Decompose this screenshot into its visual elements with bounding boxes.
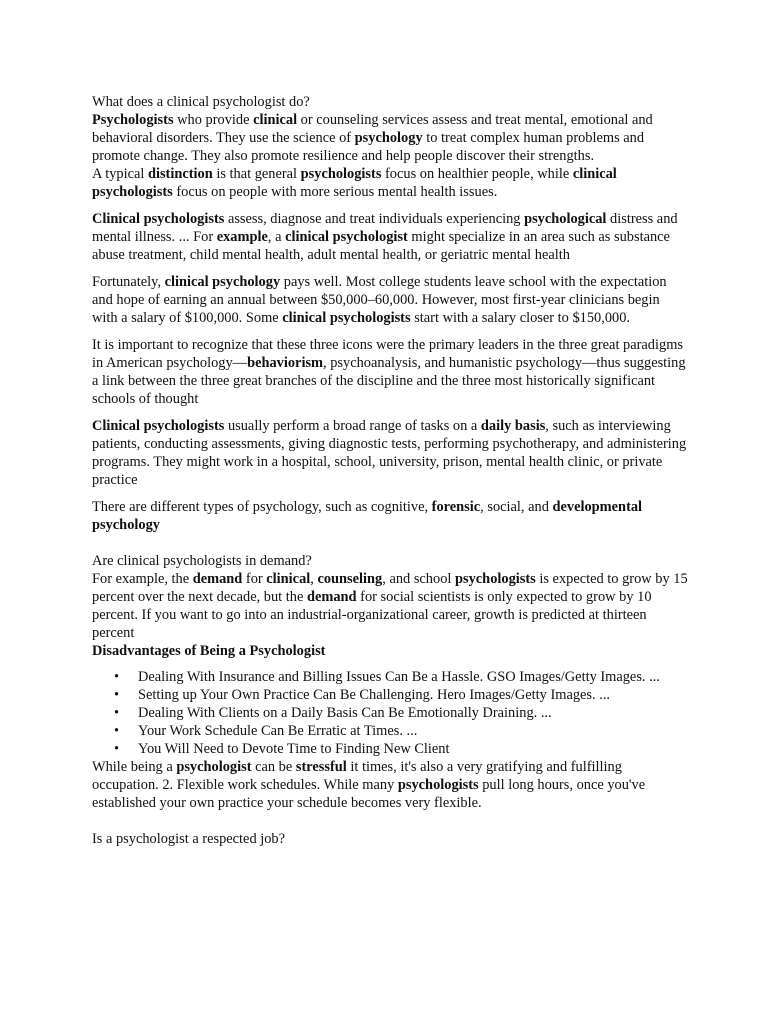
text-run: While being a xyxy=(92,759,177,775)
text-run: to treat complex human problems and promote change. They also promote resilience and help people discover their strengths. xyxy=(92,130,645,164)
text-run: pull long hours, once you've established your own practice your schedule becomes very flexible. xyxy=(92,777,646,811)
list-item: • Dealing With Clients on a Daily Basis Can Be Emotionally Draining. ... xyxy=(114,705,552,721)
bold-text: developmental psychology xyxy=(92,499,643,533)
bold-text: psychologists xyxy=(300,166,382,182)
bold-text: clinical xyxy=(253,112,298,128)
text-run: is expected to grow by 15 percent over the next decade, but the xyxy=(92,571,688,605)
bold-text: clinical psychologists xyxy=(92,166,617,200)
text-run: focus on people with more serious mental health issues. xyxy=(172,184,498,200)
bold-text: behaviorism xyxy=(247,355,324,371)
text-run: , and school xyxy=(382,571,455,587)
bold-text: example xyxy=(216,229,268,245)
text-run: focus on healthier people, while xyxy=(381,166,573,182)
bold-text: clinical psychologists xyxy=(282,310,411,326)
text-run: who provide xyxy=(173,112,254,128)
text-run: start with a salary closer to $150,000. xyxy=(410,310,631,326)
text-run: For example, the xyxy=(92,571,193,587)
bullet-icon: • xyxy=(114,723,120,739)
paragraph xyxy=(92,498,688,534)
text-run: There are different types of psychology, such as cognitive, xyxy=(92,499,432,515)
bullet-icon: • xyxy=(114,741,120,757)
bold-text: clinical xyxy=(266,571,311,587)
list-item: • Dealing With Insurance and Billing Issues Can Be a Hassle. GSO Images/Getty Images. ... xyxy=(114,669,660,685)
text-run: for xyxy=(242,571,267,587)
text-run: might specialize in an area such as substance abuse treatment, child mental health, adult mental health, or geriatric mental health xyxy=(92,229,670,263)
question-heading: What does a clinical psychologist do? xyxy=(92,94,310,110)
bold-text: distinction xyxy=(147,166,213,182)
bullet-icon: • xyxy=(114,687,120,703)
question-heading: Are clinical psychologists in demand? xyxy=(92,553,312,569)
text-run: usually perform a broad range of tasks on a xyxy=(224,418,481,434)
text-run: it times, it's also a very gratifying and fulfilling occupation. 2. Flexible work schedules. While many xyxy=(92,759,622,793)
text-run: distress and mental illness. ... For xyxy=(92,211,678,245)
text-run: assess, diagnose and treat individuals experiencing xyxy=(224,211,525,227)
bold-text: stressful xyxy=(295,759,347,775)
disadvantages-list xyxy=(92,668,688,758)
list-item: • Your Work Schedule Can Be Erratic at Times. ... xyxy=(114,723,418,739)
text-run: A typical xyxy=(92,166,148,182)
list-item: • Setting up Your Own Practice Can Be Challenging. Hero Images/Getty Images. ... xyxy=(114,687,611,703)
paragraph xyxy=(92,417,688,489)
paragraph xyxy=(92,570,688,642)
bold-text: Clinical psychologists xyxy=(92,211,225,227)
bold-text: Clinical psychologists xyxy=(92,418,225,434)
text-run: can be xyxy=(251,759,296,775)
bold-text: counseling xyxy=(317,571,383,587)
text-run: Fortunately, xyxy=(92,274,165,290)
bold-text: psychology xyxy=(354,130,423,146)
paragraph xyxy=(92,336,688,408)
text-run: is that general xyxy=(212,166,301,182)
text-run: , a xyxy=(267,229,286,245)
paragraph xyxy=(92,210,688,264)
text-run: It is important to recognize that these three icons were the primary leaders in the three great paradigms in American psychology— xyxy=(92,337,683,371)
text-run: , psychoanalysis, and humanistic psychology—thus suggesting a link between the three great branches of the discipline and the three most historically significant schools of thought xyxy=(92,355,686,407)
list-item: • You Will Need to Devote Time to Finding New Client xyxy=(114,741,450,757)
text-run: for social scientists is only expected to grow by 10 percent. If you want to go into an industrial-organizational career, growth is predicted at thirteen percent xyxy=(92,589,652,641)
bullet-icon: • xyxy=(114,669,120,685)
text-run: , xyxy=(310,571,318,587)
bold-text: psychological xyxy=(524,211,607,227)
text-run: , social, and xyxy=(480,499,553,515)
text-run: or counseling services assess and treat mental, emotional and behavioral disorders. They use the science of xyxy=(92,112,653,146)
bold-text: psychologists xyxy=(397,777,479,793)
paragraph xyxy=(92,758,688,812)
text-run: pays well. Most college students leave school with the expectation and hope of earning an annual between $50,000–60,000. However, most first-year clinicians begin with a salary of $100,000. Some xyxy=(92,274,667,326)
text-run: , such as interviewing patients, conducting assessments, giving diagnostic tests, performing psychotherapy, and administering programs. They might work in a hospital, school, university, prison, mental health clinic, or private practice xyxy=(92,418,687,488)
bullet-icon: • xyxy=(114,705,120,721)
bold-text: psychologists xyxy=(455,571,536,587)
bold-text: psychologist xyxy=(176,759,252,775)
bold-text: demand xyxy=(306,589,357,605)
paragraph xyxy=(92,165,688,201)
paragraph xyxy=(92,111,688,165)
bold-text: demand xyxy=(192,571,243,587)
bold-text: clinical psychologist xyxy=(285,229,408,245)
bold-text: forensic xyxy=(431,499,481,515)
bold-text: daily basis xyxy=(480,418,546,434)
section-heading: Disadvantages of Being a Psychologist xyxy=(92,643,326,659)
paragraph xyxy=(92,273,688,327)
bold-text: clinical psychology xyxy=(164,274,281,290)
bold-text: Psychologists xyxy=(92,112,174,128)
question-heading: Is a psychologist a respected job? xyxy=(92,831,286,847)
